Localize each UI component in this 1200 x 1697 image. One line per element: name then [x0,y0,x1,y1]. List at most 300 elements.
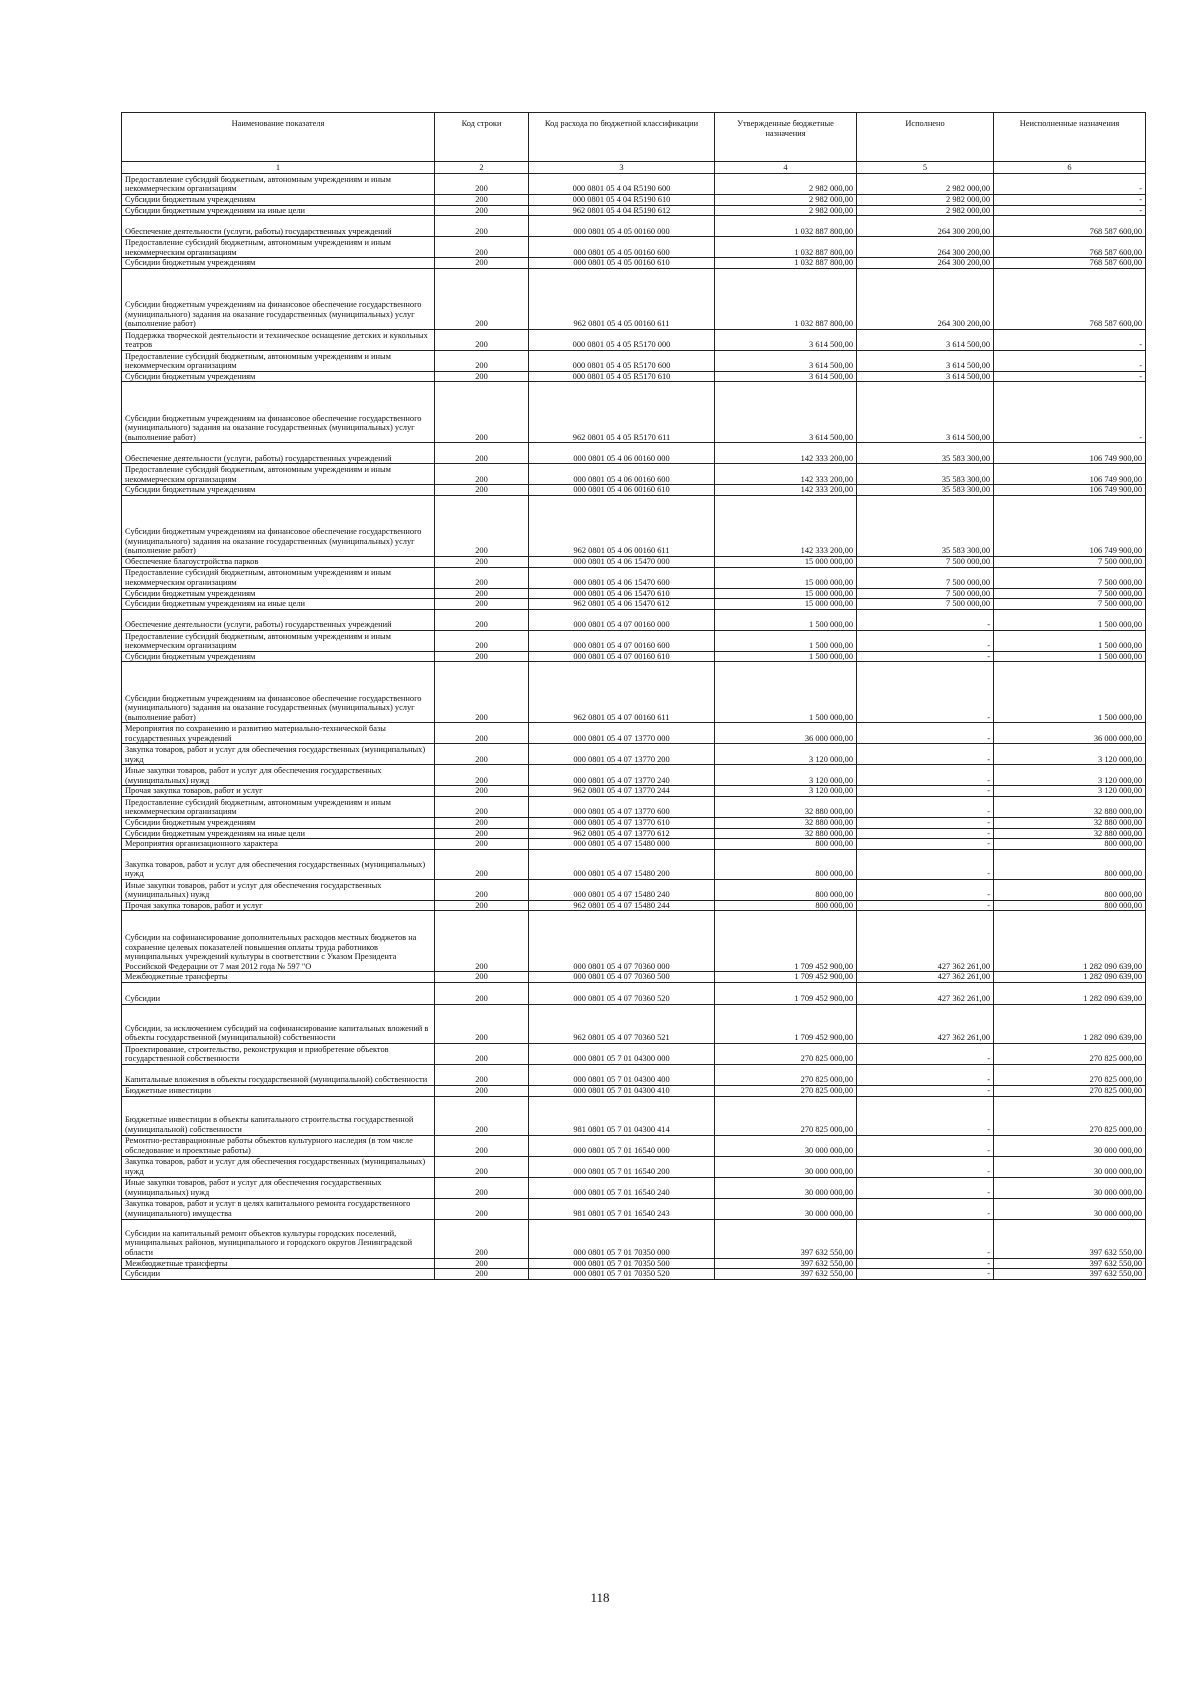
expense-code-cell: 000 0801 05 7 01 04300 400 [529,1064,715,1085]
column-number: 1 [122,162,435,174]
line-code-cell: 200 [435,329,529,350]
line-code-cell: 200 [435,443,529,464]
expense-code-cell: 962 0801 05 4 05 00160 611 [529,268,715,329]
approved-amount-cell: 142 333 200,00 [715,464,857,485]
line-code-cell: 200 [435,1269,529,1280]
indicator-name-cell: Субсидии бюджетным учреждениям [122,588,435,599]
unexecuted-amount-cell: - [994,371,1146,382]
executed-amount-cell: 3 614 500,00 [857,371,994,382]
indicator-name-cell: Субсидии бюджетным учреждениям на иные цели [122,599,435,610]
indicator-name-cell: Обеспечение благоустройства парков [122,556,435,567]
expense-code-cell: 000 0801 05 7 01 70350 520 [529,1269,715,1280]
unexecuted-amount-cell: 270 825 000,00 [994,1043,1146,1064]
approved-amount-cell: 142 333 200,00 [715,443,857,464]
table-row [122,1258,1146,1269]
line-code-cell: 200 [435,464,529,485]
line-code-cell: 200 [435,237,529,258]
line-code-cell: 200 [435,879,529,900]
executed-amount-cell: - [857,744,994,765]
approved-amount-cell: 15 000 000,00 [715,556,857,567]
header-executed: Исполнено [857,113,994,162]
table-row [122,1085,1146,1096]
expense-code-cell: 000 0801 05 4 07 70360 500 [529,972,715,983]
header-indicator-name: Наименование показателя [122,113,435,162]
column-number: 4 [715,162,857,174]
approved-amount-cell: 142 333 200,00 [715,485,857,496]
unexecuted-amount-cell: 1 282 090 639,00 [994,982,1146,1004]
approved-amount-cell: 270 825 000,00 [715,1096,857,1135]
indicator-name-cell: Закупка товаров, работ и услуг для обеспечения государственных (муниципальных) нужд [122,849,435,879]
expense-code-cell: 000 0801 05 4 05 R5170 600 [529,350,715,371]
table-row [122,723,1146,744]
indicator-name-cell: Ремонтно-реставрационные работы объектов культурного наследия (в том числе обследование и проектные работы) [122,1135,435,1156]
approved-amount-cell: 32 880 000,00 [715,817,857,828]
approved-amount-cell: 30 000 000,00 [715,1156,857,1177]
column-number: 2 [435,162,529,174]
line-code-cell: 200 [435,174,529,195]
line-code-cell: 200 [435,609,529,630]
executed-amount-cell: 427 362 261,00 [857,1004,994,1043]
indicator-name-cell: Бюджетные инвестиции в объекты капитального строительства государственной (муниципальной) собственности [122,1096,435,1135]
executed-amount-cell: 264 300 200,00 [857,258,994,269]
indicator-name-cell: Субсидии бюджетным учреждениям [122,258,435,269]
indicator-name-cell: Иные закупки товаров, работ и услуг для обеспечения государственных (муниципальных) нужд [122,765,435,786]
line-code-cell: 200 [435,982,529,1004]
executed-amount-cell: - [857,1177,994,1198]
expense-code-cell: 000 0801 05 7 01 04300 410 [529,1085,715,1096]
executed-amount-cell: 35 583 300,00 [857,495,994,556]
approved-amount-cell: 1 709 452 900,00 [715,972,857,983]
table-row [122,1004,1146,1043]
unexecuted-amount-cell: - [994,205,1146,216]
line-code-cell: 200 [435,556,529,567]
indicator-name-cell: Субсидии бюджетным учреждениям на финансовое обеспечение государственного (муниципального) задания на оказание государственных (муниципальных) услуг (выполнение работ) [122,268,435,329]
line-code-cell: 200 [435,1096,529,1135]
line-code-cell: 200 [435,268,529,329]
unexecuted-amount-cell: 768 587 600,00 [994,216,1146,237]
table-row [122,972,1146,983]
unexecuted-amount-cell: 3 120 000,00 [994,744,1146,765]
expense-code-cell: 962 0801 05 4 06 15470 612 [529,599,715,610]
expense-code-cell: 000 0801 05 4 06 15470 610 [529,588,715,599]
indicator-name-cell: Субсидии бюджетным учреждениям на финансовое обеспечение государственного (муниципального) задания на оказание государственных (муниципальных) услуг (выполнение работ) [122,662,435,723]
approved-amount-cell: 1 709 452 900,00 [715,1004,857,1043]
line-code-cell: 200 [435,796,529,817]
expense-code-cell: 000 0801 05 4 05 00160 610 [529,258,715,269]
line-code-cell: 200 [435,350,529,371]
indicator-name-cell: Субсидии бюджетным учреждениям [122,195,435,206]
table-row [122,329,1146,350]
unexecuted-amount-cell: 7 500 000,00 [994,599,1146,610]
executed-amount-cell: - [857,723,994,744]
unexecuted-amount-cell: 36 000 000,00 [994,723,1146,744]
indicator-name-cell: Проектирование, строительство, реконструкция и приобретение объектов государственной собственности [122,1043,435,1064]
line-code-cell: 200 [435,723,529,744]
expense-code-cell: 000 0801 05 4 07 00160 000 [529,609,715,630]
approved-amount-cell: 3 614 500,00 [715,371,857,382]
executed-amount-cell: - [857,828,994,839]
expense-code-cell: 000 0801 05 4 07 00160 610 [529,651,715,662]
executed-amount-cell: 427 362 261,00 [857,982,994,1004]
column-number: 5 [857,162,994,174]
executed-amount-cell: 2 982 000,00 [857,205,994,216]
line-code-cell: 200 [435,195,529,206]
executed-amount-cell: - [857,1043,994,1064]
table-row [122,371,1146,382]
unexecuted-amount-cell: 1 282 090 639,00 [994,1004,1146,1043]
expense-code-cell: 000 0801 05 4 07 00160 600 [529,630,715,651]
indicator-name-cell: Субсидии, за исключением субсидий на софинансирование капитальных вложений в объекты государственной (муниципальной) собственности [122,1004,435,1043]
table-row [122,567,1146,588]
unexecuted-amount-cell: - [994,174,1146,195]
unexecuted-amount-cell: - [994,195,1146,206]
column-number: 6 [994,162,1146,174]
unexecuted-amount-cell: 7 500 000,00 [994,567,1146,588]
unexecuted-amount-cell: 32 880 000,00 [994,817,1146,828]
header-expense-code: Код расхода по бюджетной классификации [529,113,715,162]
executed-amount-cell: - [857,786,994,797]
approved-amount-cell: 3 614 500,00 [715,382,857,443]
approved-amount-cell: 800 000,00 [715,879,857,900]
indicator-name-cell: Обеспечение деятельности (услуги, работы) государственных учреждений [122,443,435,464]
table-row [122,464,1146,485]
column-number-row [122,162,1146,174]
indicator-name-cell: Обеспечение деятельности (услуги, работы) государственных учреждений [122,216,435,237]
executed-amount-cell: - [857,1156,994,1177]
line-code-cell: 200 [435,828,529,839]
line-code-cell: 200 [435,567,529,588]
table-row [122,828,1146,839]
unexecuted-amount-cell: 32 880 000,00 [994,796,1146,817]
executed-amount-cell: - [857,662,994,723]
expense-code-cell: 000 0801 05 4 04 R5190 610 [529,195,715,206]
approved-amount-cell: 2 982 000,00 [715,205,857,216]
executed-amount-cell: - [857,849,994,879]
unexecuted-amount-cell: 1 500 000,00 [994,609,1146,630]
line-code-cell: 200 [435,1135,529,1156]
indicator-name-cell: Субсидии бюджетным учреждениям на финансовое обеспечение государственного (муниципального) задания на оказание государственных (муниципальных) услуг (выполнение работ) [122,495,435,556]
unexecuted-amount-cell: 800 000,00 [994,849,1146,879]
indicator-name-cell: Закупка товаров, работ и услуг для обеспечения государственных (муниципальных) нужд [122,1156,435,1177]
line-code-cell: 200 [435,911,529,972]
executed-amount-cell: 7 500 000,00 [857,599,994,610]
executed-amount-cell: - [857,879,994,900]
table-row [122,651,1146,662]
line-code-cell: 200 [435,630,529,651]
line-code-cell: 200 [435,1064,529,1085]
line-code-cell: 200 [435,495,529,556]
indicator-name-cell: Прочая закупка товаров, работ и услуг [122,786,435,797]
executed-amount-cell: 427 362 261,00 [857,972,994,983]
indicator-name-cell: Закупка товаров, работ и услуг в целях капитального ремонта государственного (муниципального) имущества [122,1198,435,1219]
executed-amount-cell: 35 583 300,00 [857,485,994,496]
approved-amount-cell: 270 825 000,00 [715,1043,857,1064]
table-row [122,879,1146,900]
table-row [122,786,1146,797]
approved-amount-cell: 1 032 887 800,00 [715,216,857,237]
table-row [122,443,1146,464]
executed-amount-cell: - [857,1096,994,1135]
expense-code-cell: 962 0801 05 4 06 00160 611 [529,495,715,556]
approved-amount-cell: 1 032 887 800,00 [715,258,857,269]
indicator-name-cell: Субсидии бюджетным учреждениям [122,817,435,828]
approved-amount-cell: 1 500 000,00 [715,662,857,723]
unexecuted-amount-cell: 270 825 000,00 [994,1064,1146,1085]
table-row [122,350,1146,371]
expense-code-cell: 962 0801 05 4 05 R5170 611 [529,382,715,443]
expense-code-cell: 000 0801 05 4 07 15480 200 [529,849,715,879]
column-number: 3 [529,162,715,174]
line-code-cell: 200 [435,205,529,216]
executed-amount-cell: 3 614 500,00 [857,350,994,371]
line-code-cell: 200 [435,1198,529,1219]
unexecuted-amount-cell: 106 749 900,00 [994,495,1146,556]
approved-amount-cell: 800 000,00 [715,839,857,850]
line-code-cell: 200 [435,849,529,879]
unexecuted-amount-cell: - [994,329,1146,350]
executed-amount-cell: 2 982 000,00 [857,195,994,206]
unexecuted-amount-cell: - [994,350,1146,371]
indicator-name-cell: Межбюджетные трансферты [122,972,435,983]
table-row [122,1135,1146,1156]
expense-code-cell: 000 0801 05 4 06 15470 600 [529,567,715,588]
approved-amount-cell: 2 982 000,00 [715,174,857,195]
unexecuted-amount-cell: 1 500 000,00 [994,630,1146,651]
approved-amount-cell: 30 000 000,00 [715,1198,857,1219]
indicator-name-cell: Бюджетные инвестиции [122,1085,435,1096]
unexecuted-amount-cell: 7 500 000,00 [994,556,1146,567]
executed-amount-cell: - [857,817,994,828]
unexecuted-amount-cell: 106 749 900,00 [994,443,1146,464]
table-row [122,1198,1146,1219]
unexecuted-amount-cell: 768 587 600,00 [994,258,1146,269]
indicator-name-cell: Субсидии бюджетным учреждениям [122,651,435,662]
approved-amount-cell: 142 333 200,00 [715,495,857,556]
table-row [122,588,1146,599]
indicator-name-cell: Предоставление субсидий бюджетным, автономным учреждениям и иным некоммерческим организациям [122,796,435,817]
unexecuted-amount-cell: 3 120 000,00 [994,786,1146,797]
table-row [122,1269,1146,1280]
indicator-name-cell: Субсидии [122,1269,435,1280]
executed-amount-cell: 35 583 300,00 [857,443,994,464]
expense-code-cell: 000 0801 05 7 01 16540 000 [529,1135,715,1156]
line-code-cell: 200 [435,1156,529,1177]
approved-amount-cell: 1 709 452 900,00 [715,911,857,972]
executed-amount-cell: - [857,796,994,817]
table-row [122,982,1146,1004]
table-row [122,1096,1146,1135]
table-row [122,1064,1146,1085]
table-row [122,1177,1146,1198]
table-row [122,839,1146,850]
expense-code-cell: 000 0801 05 7 01 04300 000 [529,1043,715,1064]
table-row [122,662,1146,723]
header-approved: Утвержденные бюджетные назначения [715,113,857,162]
executed-amount-cell: - [857,1085,994,1096]
header-unexecuted: Неисполненные назначения [994,113,1146,162]
approved-amount-cell: 1 500 000,00 [715,651,857,662]
indicator-name-cell: Предоставление субсидий бюджетным, автономным учреждениям и иным некоммерческим организациям [122,464,435,485]
table-row [122,796,1146,817]
executed-amount-cell: - [857,1269,994,1280]
unexecuted-amount-cell: 32 880 000,00 [994,828,1146,839]
executed-amount-cell: - [857,1135,994,1156]
executed-amount-cell: 7 500 000,00 [857,588,994,599]
executed-amount-cell: - [857,1219,994,1258]
table-row [122,1219,1146,1258]
table-row [122,495,1146,556]
expense-code-cell: 000 0801 05 4 07 15480 000 [529,839,715,850]
indicator-name-cell: Предоставление субсидий бюджетным, автономным учреждениям и иным некоммерческим организациям [122,174,435,195]
indicator-name-cell: Субсидии на софинансирование дополнительных расходов местных бюджетов на сохранение целевых показателей повышения оплаты труда работников муниципальных учреждений культуры в соответствии с Указом Президента Российской Федерации от 7 мая 2012 года № 597 "О [122,911,435,972]
line-code-cell: 200 [435,588,529,599]
table-row [122,849,1146,879]
header-row [122,113,1146,162]
table-row [122,911,1146,972]
approved-amount-cell: 30 000 000,00 [715,1177,857,1198]
page-number: 118 [590,1590,610,1605]
unexecuted-amount-cell: 1 282 090 639,00 [994,972,1146,983]
unexecuted-amount-cell: 270 825 000,00 [994,1085,1146,1096]
approved-amount-cell: 1 032 887 800,00 [715,268,857,329]
expense-code-cell: 000 0801 05 7 01 70350 500 [529,1258,715,1269]
indicator-name-cell: Обеспечение деятельности (услуги, работы) государственных учреждений [122,609,435,630]
approved-amount-cell: 800 000,00 [715,900,857,911]
indicator-name-cell: Предоставление субсидий бюджетным, автономным учреждениям и иным некоммерческим организациям [122,350,435,371]
approved-amount-cell: 1 500 000,00 [715,609,857,630]
executed-amount-cell: - [857,839,994,850]
table-row [122,216,1146,237]
executed-amount-cell: 264 300 200,00 [857,268,994,329]
approved-amount-cell: 3 120 000,00 [715,765,857,786]
executed-amount-cell: - [857,609,994,630]
table-row [122,630,1146,651]
approved-amount-cell: 15 000 000,00 [715,567,857,588]
table-row [122,237,1146,258]
unexecuted-amount-cell: 30 000 000,00 [994,1177,1146,1198]
executed-amount-cell: - [857,1064,994,1085]
line-code-cell: 200 [435,1043,529,1064]
line-code-cell: 200 [435,485,529,496]
expense-code-cell: 000 0801 05 4 05 R5170 000 [529,329,715,350]
expense-code-cell: 000 0801 05 7 01 16540 200 [529,1156,715,1177]
unexecuted-amount-cell: 768 587 600,00 [994,237,1146,258]
indicator-name-cell: Субсидии бюджетным учреждениям [122,371,435,382]
unexecuted-amount-cell: 7 500 000,00 [994,588,1146,599]
table-body [122,174,1146,1280]
expense-code-cell: 000 0801 05 4 05 00160 000 [529,216,715,237]
unexecuted-amount-cell: 397 632 550,00 [994,1258,1146,1269]
executed-amount-cell: 264 300 200,00 [857,237,994,258]
expense-code-cell: 000 0801 05 4 06 00160 600 [529,464,715,485]
indicator-name-cell: Предоставление субсидий бюджетным, автономным учреждениям и иным некоммерческим организациям [122,237,435,258]
executed-amount-cell: 7 500 000,00 [857,556,994,567]
expense-code-cell: 981 0801 05 7 01 04300 414 [529,1096,715,1135]
line-code-cell: 200 [435,371,529,382]
indicator-name-cell: Межбюджетные трансферты [122,1258,435,1269]
header-line-code: Код строки [435,113,529,162]
approved-amount-cell: 2 982 000,00 [715,195,857,206]
executed-amount-cell: - [857,900,994,911]
line-code-cell: 200 [435,744,529,765]
expense-code-cell: 000 0801 05 4 07 13770 240 [529,765,715,786]
indicator-name-cell: Предоставление субсидий бюджетным, автономным учреждениям и иным некоммерческим организациям [122,630,435,651]
approved-amount-cell: 1 032 887 800,00 [715,237,857,258]
approved-amount-cell: 397 632 550,00 [715,1219,857,1258]
indicator-name-cell: Субсидии бюджетным учреждениям [122,485,435,496]
table-row [122,174,1146,195]
indicator-name-cell: Поддержка творческой деятельности и техническое оснащение детских и кукольных театров [122,329,435,350]
unexecuted-amount-cell: 3 120 000,00 [994,765,1146,786]
approved-amount-cell: 3 120 000,00 [715,786,857,797]
line-code-cell: 200 [435,765,529,786]
unexecuted-amount-cell: 106 749 900,00 [994,485,1146,496]
table-row [122,1156,1146,1177]
executed-amount-cell: 264 300 200,00 [857,216,994,237]
expense-code-cell: 962 0801 05 4 07 13770 244 [529,786,715,797]
approved-amount-cell: 397 632 550,00 [715,1258,857,1269]
line-code-cell: 200 [435,1085,529,1096]
expense-code-cell: 000 0801 05 4 06 00160 610 [529,485,715,496]
unexecuted-amount-cell: - [994,382,1146,443]
indicator-name-cell: Мероприятия по сохранению и развитию материально-технической базы государственных учреждений [122,723,435,744]
expense-code-cell: 000 0801 05 4 07 70360 000 [529,911,715,972]
table-row [122,817,1146,828]
unexecuted-amount-cell: 30 000 000,00 [994,1135,1146,1156]
approved-amount-cell: 270 825 000,00 [715,1064,857,1085]
expense-code-cell: 962 0801 05 4 07 00160 611 [529,662,715,723]
expense-code-cell: 981 0801 05 7 01 16540 243 [529,1198,715,1219]
table-row [122,1043,1146,1064]
indicator-name-cell: Субсидии [122,982,435,1004]
executed-amount-cell: 3 614 500,00 [857,382,994,443]
table-row [122,556,1146,567]
executed-amount-cell: - [857,1198,994,1219]
line-code-cell: 200 [435,599,529,610]
table-row [122,485,1146,496]
indicator-name-cell: Прочая закупка товаров, работ и услуг [122,900,435,911]
approved-amount-cell: 3 120 000,00 [715,744,857,765]
line-code-cell: 200 [435,382,529,443]
line-code-cell: 200 [435,817,529,828]
indicator-name-cell: Мероприятия организационного характера [122,839,435,850]
approved-amount-cell: 15 000 000,00 [715,588,857,599]
line-code-cell: 200 [435,1177,529,1198]
approved-amount-cell: 36 000 000,00 [715,723,857,744]
unexecuted-amount-cell: 1 500 000,00 [994,651,1146,662]
unexecuted-amount-cell: 1 500 000,00 [994,662,1146,723]
expense-code-cell: 000 0801 05 4 07 15480 240 [529,879,715,900]
line-code-cell: 200 [435,839,529,850]
expense-code-cell: 000 0801 05 7 01 16540 240 [529,1177,715,1198]
unexecuted-amount-cell: 1 282 090 639,00 [994,911,1146,972]
expense-code-cell: 000 0801 05 4 07 13770 610 [529,817,715,828]
approved-amount-cell: 15 000 000,00 [715,599,857,610]
line-code-cell: 200 [435,900,529,911]
unexecuted-amount-cell: 30 000 000,00 [994,1156,1146,1177]
line-code-cell: 200 [435,1258,529,1269]
expense-code-cell: 962 0801 05 4 04 R5190 612 [529,205,715,216]
line-code-cell: 200 [435,651,529,662]
line-code-cell: 200 [435,1004,529,1043]
unexecuted-amount-cell: 397 632 550,00 [994,1269,1146,1280]
approved-amount-cell: 1 709 452 900,00 [715,982,857,1004]
approved-amount-cell: 32 880 000,00 [715,796,857,817]
unexecuted-amount-cell: 397 632 550,00 [994,1219,1146,1258]
indicator-name-cell: Капитальные вложения в объекты государственной (муниципальной) собственности [122,1064,435,1085]
expense-code-cell: 000 0801 05 4 05 00160 600 [529,237,715,258]
indicator-name-cell: Субсидии бюджетным учреждениям на иные цели [122,828,435,839]
